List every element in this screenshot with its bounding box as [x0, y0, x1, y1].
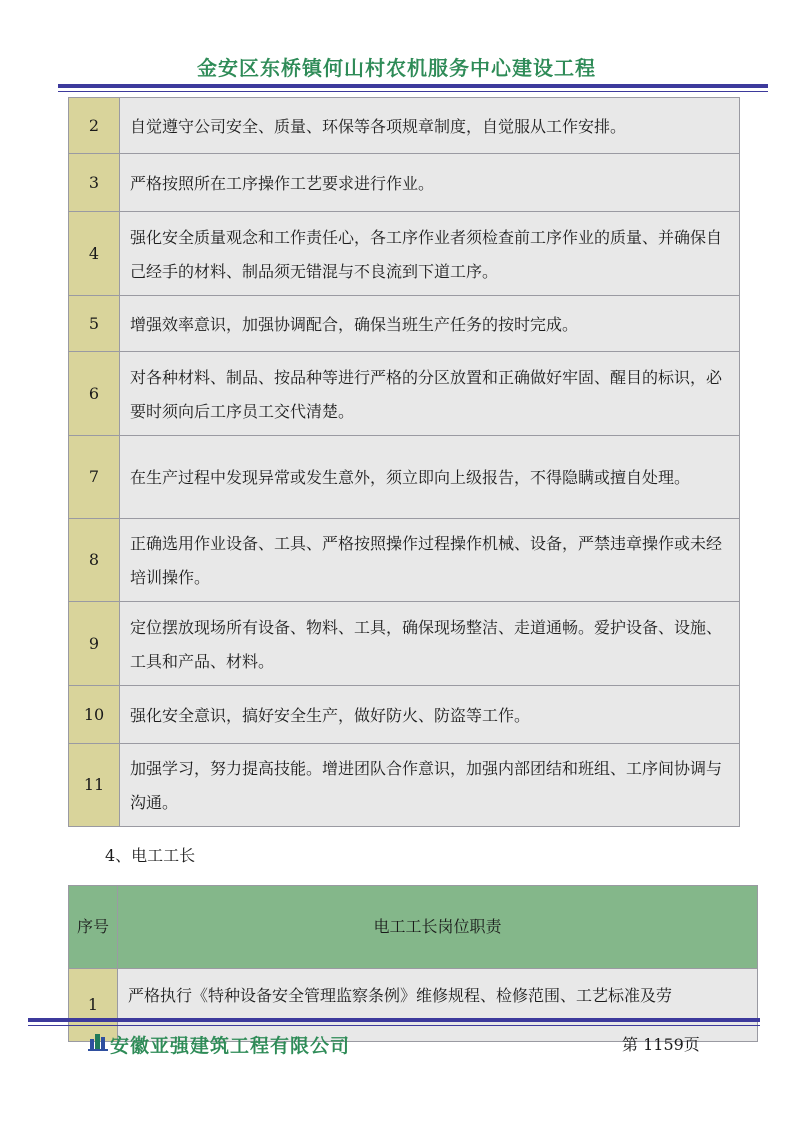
table-row [69, 744, 740, 827]
table-row [69, 436, 740, 519]
table-row [69, 154, 740, 212]
row-number: 11 [69, 744, 120, 827]
table-row [69, 98, 740, 154]
row-number: 6 [69, 352, 120, 436]
footer-divider [28, 1018, 760, 1022]
row-text: 正确选用作业设备、工具、严格按照操作过程操作机械、设备，严禁违章操作或未经培训操作。 [120, 519, 740, 602]
table-row [69, 602, 740, 686]
footer-divider-thin [28, 1025, 760, 1026]
document-header-title: 金安区东桥镇何山村农机服务中心建设工程 [197, 56, 596, 80]
row-number: 1 [69, 969, 118, 1042]
row-text: 加强学习，努力提高技能。增进团队合作意识，加强内部团结和班组、工序间协调与沟通。 [120, 744, 740, 827]
row-number: 10 [69, 686, 120, 744]
row-number: 9 [69, 602, 120, 686]
row-text: 定位摆放现场所有设备、物料、工具，确保现场整洁、走道通畅。爱护设备、设施、工具和产品、材料。 [120, 602, 740, 686]
footer-company-name: 安徽亚强建筑工程有限公司 [110, 1035, 351, 1057]
table-row [69, 519, 740, 602]
table-row [69, 296, 740, 352]
row-number: 7 [69, 436, 120, 519]
row-number: 5 [69, 296, 120, 352]
row-text: 自觉遵守公司安全、质量、环保等各项规章制度，自觉服从工作安排。 [120, 98, 740, 154]
table-header-row [69, 886, 758, 969]
row-text: 对各种材料、制品、按品种等进行严格的分区放置和正确做好牢固、醒目的标识，必要时须向后工序员工交代清楚。 [120, 352, 740, 436]
header-title-cell: 电工工长岗位职责 [118, 886, 758, 969]
row-number: 8 [69, 519, 120, 602]
company-logo-icon [88, 1031, 108, 1051]
row-text: 强化安全意识，搞好安全生产，做好防火、防盗等工作。 [120, 686, 740, 744]
row-text: 增强效率意识，加强协调配合，确保当班生产任务的按时完成。 [120, 296, 740, 352]
page-number: 第 1159页 [622, 1035, 700, 1054]
row-number: 2 [69, 98, 120, 154]
header-number-cell: 序号 [69, 886, 118, 969]
header-divider [58, 84, 768, 88]
table-row [69, 352, 740, 436]
duties-table [68, 97, 740, 827]
table-row [69, 686, 740, 744]
section-heading: 4、电工工长 [105, 846, 196, 865]
row-number: 4 [69, 212, 120, 296]
row-text: 在生产过程中发现异常或发生意外，须立即向上级报告，不得隐瞒或擅自处理。 [120, 436, 740, 519]
table-row [69, 212, 740, 296]
row-number: 3 [69, 154, 120, 212]
row-text: 严格按照所在工序操作工艺要求进行作业。 [120, 154, 740, 212]
row-text: 严格执行《特种设备安全管理监察条例》维修规程、检修范围、工艺标准及劳 [118, 969, 758, 1042]
header-divider-thin [58, 91, 768, 92]
row-text: 强化安全质量观念和工作责任心，各工序作业者须检查前工序作业的质量、并确保自己经手的材料、制品须无错混与不良流到下道工序。 [120, 212, 740, 296]
